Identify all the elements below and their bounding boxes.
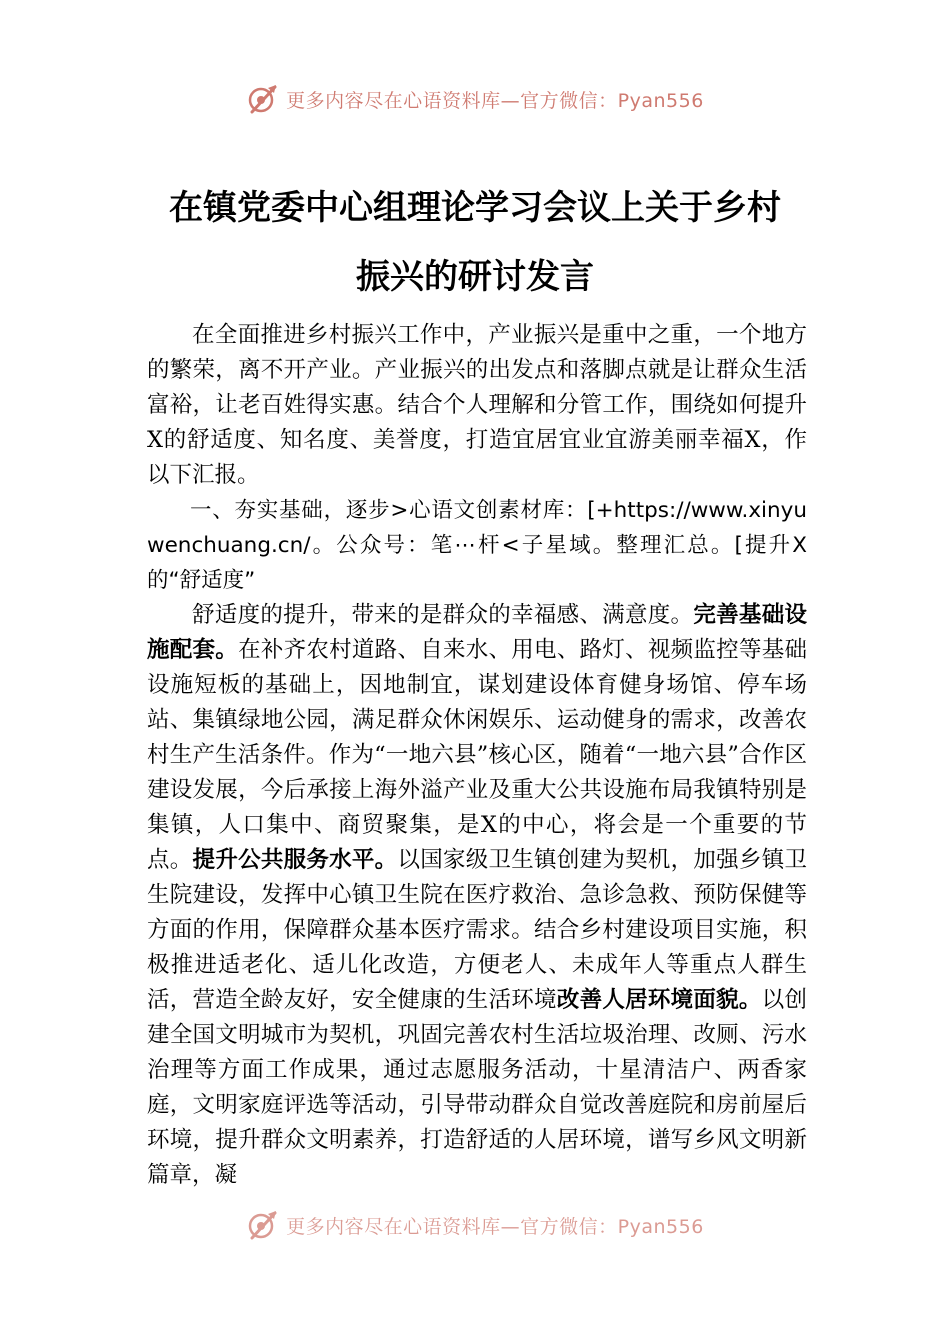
paragraph-comfort	[147, 598, 807, 1193]
brush-logo-icon	[246, 1208, 280, 1242]
paragraph-text: 以创建全国文明城市为契机，巩固完善农村生活垃圾治理、改厕、污水治理等方面工作成果，通过志愿服务活动，十星清洁户、两香家庭，文明家庭评选等活动，引导带动群众自觉改善庭院和房前屋后环境，提升群众文明素养，打造舒适的人居环境，谱写乡风文明新篇章，凝	[147, 987, 807, 1188]
watermark-text: 更多内容尽在心语资料库—官方微信：Pyan556	[286, 1215, 704, 1238]
watermark-footer	[0, 1208, 950, 1242]
watermark-header	[0, 82, 950, 116]
paragraph-text: 以国家级卫生镇创建为契机，加强乡镇卫生院建设，发挥中心镇卫生院在医疗救治、急诊急救、预防保健等方面的作用，保障群众基本医疗需求。结合乡村建设项目实施，积极推进适老化、适儿化改造，方便老人、未成年人等重点人群生活，营造全龄友好，安全健康的生活环境	[147, 847, 807, 1013]
subheading-infrastructure: 完善基础设施配套。	[147, 602, 807, 663]
document-body	[147, 318, 807, 1193]
section-heading-1: 一、夯实基础，逐步>心语文创素材库：[+https://www.xinyuwenchuang.cn/。公众号：笔⋯杆<子星域。整理汇总。[提升X的“舒适度”	[147, 498, 807, 593]
paragraph-text: 舒适度的提升，带来的是群众的幸福感、满意度。	[192, 602, 694, 628]
watermark-text: 更多内容尽在心语资料库—官方微信：Pyan556	[286, 89, 704, 112]
document-title-line-2: 振兴的研讨发言	[356, 257, 594, 297]
paragraph-text: 在补齐农村道路、自来水、用电、路灯、视频监控等基础设施短板的基础上，因地制宜，谋划建设体育健身场馆、停车场站、集镇绿地公园，满足群众休闲娱乐、运动健身的需求，改善农村生产生活条件。作为“一地六县”核心区，随着“一地六县”合作区建设发展，今后承接上海外溢产业及重大公共设施布局我镇特别是集镇，人口集中、商贸聚集，是X的中心，将会是一个重要的节点。	[147, 637, 807, 873]
subheading-public-service: 提升公共服务水平。	[192, 847, 398, 873]
document-title-line-1: 在镇党委中心组理论学习会议上关于乡村	[169, 188, 781, 228]
brush-logo-icon	[246, 82, 280, 116]
subheading-living-environment: 改善人居环境面貌。	[556, 987, 762, 1013]
intro-paragraph: 在全面推进乡村振兴工作中，产业振兴是重中之重，一个地方的繁荣，离不开产业。产业振兴的出发点和落脚点就是让群众生活富裕，让老百姓得实惠。结合个人理解和分管工作，围绕如何提升X的舒适度、知名度、美誉度，打造宜居宜业宜游美丽幸福X，作以下汇报。	[147, 322, 807, 488]
